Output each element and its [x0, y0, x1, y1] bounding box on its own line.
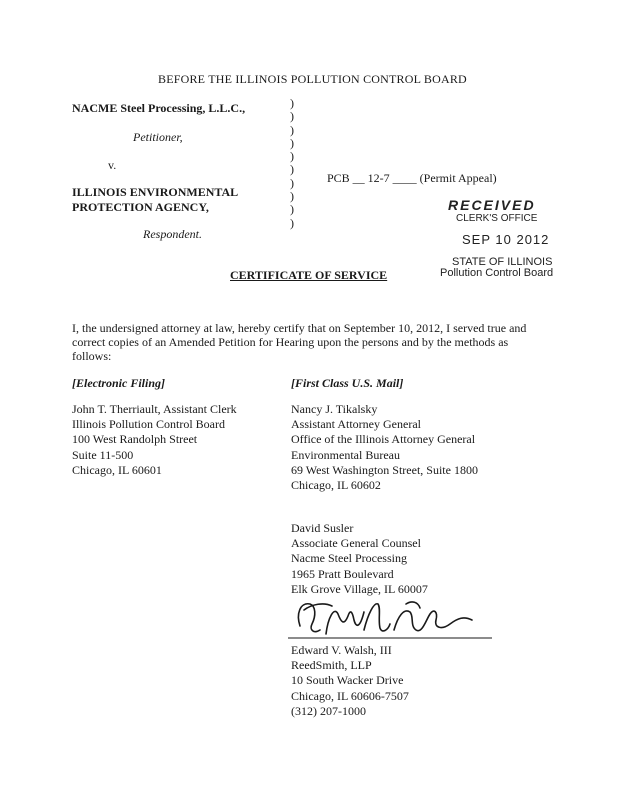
- board-title: BEFORE THE ILLINOIS POLLUTION CONTROL BOARD: [158, 72, 467, 86]
- paren: ): [290, 149, 294, 164]
- address-line: 1965 Pratt Boulevard: [291, 566, 394, 581]
- address-line: Office of the Illinois Attorney General: [291, 432, 476, 447]
- respondent-name-line1: ILLINOIS ENVIRONMENTAL: [72, 185, 239, 199]
- signature-line: ReedSmith, LLP: [291, 658, 372, 673]
- service-right-address: [291, 402, 478, 493]
- address-line: Associate General Counsel: [291, 536, 421, 551]
- case-number: PCB __ 12-7 ____ (Permit Appeal): [327, 171, 497, 185]
- certificate-title: CERTIFICATE OF SERVICE: [230, 268, 388, 282]
- certificate-body-line3: follows:: [72, 349, 112, 363]
- paren: ): [290, 175, 294, 190]
- address-line: 100 West Randolph Street: [72, 432, 198, 447]
- paren: ): [290, 122, 294, 137]
- address-line: Nancy J. Tikalsky: [291, 402, 378, 416]
- versus: v.: [108, 158, 117, 172]
- caption-parentheses: [290, 97, 298, 230]
- paren: ): [290, 162, 294, 177]
- paren: ): [290, 135, 294, 150]
- handwritten-signature: [286, 590, 496, 642]
- address-line: Chicago, IL 60601: [72, 462, 162, 477]
- address-line: Nacme Steel Processing: [291, 551, 407, 566]
- paren: ): [290, 189, 294, 204]
- address-line: Elk Grove Village, IL 60007: [291, 581, 428, 596]
- address-line: Environmental Bureau: [291, 447, 400, 462]
- petitioner-name: NACME Steel Processing, L.L.C.,: [72, 101, 246, 115]
- certificate-body-line1: I, the undersigned attorney at law, hereby certify that on September 10, 2012, I served true and: [72, 321, 527, 335]
- petitioner-role: Petitioner,: [133, 130, 183, 144]
- stamp-board: Pollution Control Board: [440, 267, 554, 279]
- stamp-date: SEP 10 2012: [462, 232, 550, 247]
- certificate-body-line2: correct copies of an Amended Petition for Hearing upon the persons and by the methods as: [72, 335, 509, 349]
- paren: ): [290, 109, 294, 124]
- address-line: Chicago, IL 60602: [291, 478, 381, 493]
- stamp-clerks-office: CLERK'S OFFICE: [456, 213, 538, 224]
- address-line: 69 West Washington Street, Suite 1800: [291, 462, 478, 477]
- address-line: John T. Therriault, Assistant Clerk: [72, 402, 237, 416]
- service-right2-address: [291, 521, 428, 597]
- address-line: Illinois Pollution Control Board: [72, 417, 226, 432]
- method-first-class-mail: [First Class U.S. Mail]: [291, 376, 404, 390]
- address-line: David Susler: [291, 521, 354, 535]
- paren: ): [290, 96, 294, 110]
- method-electronic-filing: [Electronic Filing]: [72, 376, 165, 390]
- signature-line: (312) 207-1000: [291, 703, 366, 718]
- signature-line: 10 South Wacker Drive: [291, 673, 404, 688]
- address-line: Assistant Attorney General: [291, 417, 421, 432]
- paren: ): [290, 202, 294, 217]
- signature-line: Edward V. Walsh, III: [291, 643, 392, 657]
- respondent-name-line2: PROTECTION AGENCY,: [72, 200, 209, 214]
- address-line: Suite 11-500: [72, 447, 134, 462]
- respondent-role: Respondent.: [143, 227, 202, 241]
- service-left-address: [72, 402, 237, 478]
- signature-line: Chicago, IL 60606-7507: [291, 688, 409, 703]
- stamp-received: RECEIVED: [448, 197, 536, 213]
- signature-block: [291, 643, 409, 719]
- paren: ): [290, 215, 294, 230]
- stamp-state: STATE OF ILLINOIS: [452, 256, 553, 268]
